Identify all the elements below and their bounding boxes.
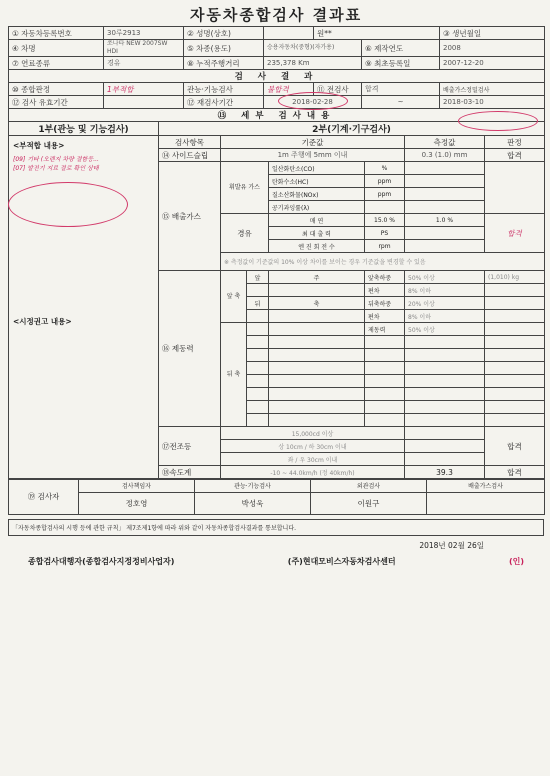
speed-std: -10 ~ 44.0km/h (정 40km/h)	[221, 466, 405, 479]
type-label: ⑤ 차종(용도)	[184, 40, 264, 57]
mileage-value: 235,378 Km	[264, 57, 362, 70]
col-item: 검사항목	[159, 136, 221, 149]
brake-row1-e: (1,010) kg	[485, 271, 545, 284]
emission-item: ⑮ 배출가스	[159, 162, 221, 271]
brake-row3-c: 뒤축하중	[365, 297, 405, 310]
inspector-name2: 박성욱	[195, 492, 311, 514]
brake-row1-d: 50% 이상	[405, 271, 485, 284]
headlight-r3: 좌 / 우 30cm 이내	[221, 453, 405, 466]
speed-meas: 39.3	[405, 466, 485, 479]
first-reg-label: ⑨ 최초등록일	[362, 57, 440, 70]
inspector-col2: 관능·기능검사	[195, 479, 311, 492]
brake-row3-d: 20% 이상	[405, 297, 485, 310]
plate-label: ① 자동차등록번호	[9, 27, 104, 40]
smoke-label: 매 연	[269, 214, 365, 227]
owner-label: ② 성명(상호)	[184, 27, 264, 40]
footer-seal: (인)	[508, 556, 524, 566]
sideslip-meas: 0.3 (1.0) mm	[405, 149, 485, 162]
headlight-item: ⑰전조등	[159, 427, 221, 466]
model-value: 쏘나타 NEW 2007SW HDI	[104, 40, 184, 57]
gas-row-nox-unit: ppm	[365, 188, 405, 201]
fuel-label: ⑦ 연료종류	[9, 57, 104, 70]
model-label: ④ 차명	[9, 40, 104, 57]
vehicle-info-table	[8, 26, 545, 122]
speed-item: ⑱속도계	[159, 466, 221, 479]
inspector-col3: 외관검사	[311, 479, 427, 492]
diesel-label: 경유	[221, 214, 269, 253]
mileage-label: ⑧ 누적주행거리	[184, 57, 264, 70]
power-label: 최 대 출 력	[269, 227, 365, 240]
headlight-judge: 합격	[485, 427, 545, 466]
brake-row4-d: 8% 이하	[405, 310, 485, 323]
inspector-col1: 검사책임자	[79, 479, 195, 492]
emission-value: 합격	[362, 83, 440, 96]
footer-date: 2018년 02월 26일	[419, 540, 484, 550]
part1-panel	[9, 136, 159, 479]
gas-row-lambda: 공기과잉률(λ)	[269, 201, 365, 214]
year-label: ⑥ 제작연도	[362, 40, 440, 57]
part2-heading: 2부(기계·기구검사)	[159, 122, 545, 136]
first-reg-value: 2007-12-20	[440, 57, 545, 70]
gas-row-co: 일산화탄소(CO)	[269, 162, 365, 175]
rpm-label: 엔 진 회 전 수	[269, 240, 365, 253]
type-value: 승용자동차(중형)(자가용)	[264, 40, 362, 57]
inspector-name3: 이원구	[311, 492, 427, 514]
inspector-table	[8, 479, 545, 515]
col-std: 기준값	[221, 136, 405, 149]
brake-row5-c: 제동력	[365, 323, 405, 336]
brake-row1-c: 앞축하중	[365, 271, 405, 284]
brake-group1: 앞 축	[221, 271, 247, 323]
smoke-std: 15.0 %	[365, 214, 405, 227]
results-heading: 검 사 결 과	[9, 70, 545, 83]
gas-row-co-unit: %	[365, 162, 405, 175]
part1-heading: 1부(관능 및 기능검사)	[9, 122, 159, 136]
brake-row4-c: 편차	[365, 310, 405, 323]
overall-value: 1부적합	[104, 83, 184, 96]
func-label: 관능·기능검사	[184, 83, 264, 96]
footer-agency: 종합검사대행자(종합검사지정정비사업자)	[28, 556, 175, 566]
advice-title: <시정권고 내용>	[13, 317, 72, 327]
brake-row2-d: 8% 이하	[405, 284, 485, 297]
brake-row1-b: 주	[269, 271, 365, 284]
brake-row1-a: 앞	[247, 271, 269, 284]
detail-table	[8, 121, 545, 479]
power-unit: PS	[365, 227, 405, 240]
nonconform-text1: [09] 기타 (오렌지 차량 결함등...	[13, 156, 99, 164]
gas-row-hc-unit: ppm	[365, 175, 405, 188]
headlight-r2: 상 10cm / 하 30cm 이내	[221, 440, 405, 453]
detail-heading: ⑬ 세부 검사내용	[9, 109, 545, 122]
recheck-label: ⑫ 재검사기간	[184, 96, 264, 109]
owner-name: 원**	[314, 27, 440, 40]
emission-sub: 배출가스정밀검사	[440, 83, 545, 96]
fuel-value: 경유	[104, 57, 184, 70]
brake-row2-c: 편차	[365, 284, 405, 297]
page-title: 자동차종합검사 결과표	[189, 6, 363, 24]
nonconform-title: <부적합 내용>	[13, 141, 65, 151]
owner-value	[264, 27, 314, 40]
nonconform-text2: [07] 발전기 지료 결로 확인 상태	[13, 165, 99, 173]
year-value: 2008	[440, 40, 545, 57]
speed-judge: 합격	[485, 466, 545, 479]
footer-center: (주)현대모비스자동차검사센터	[287, 556, 396, 566]
brake-group2: 뒤 축	[221, 323, 247, 427]
gas-row-hc: 탄화수소(HC)	[269, 175, 365, 188]
smoke-meas: 1.0 %	[405, 214, 485, 227]
gas-row-nox: 질소산화물(NOx)	[269, 188, 365, 201]
overall-label: ⑩ 종합판정	[9, 83, 104, 96]
sideslip-std: 1m 주행에 5mm 이내	[221, 149, 405, 162]
brake-row5-d: 50% 이상	[405, 323, 485, 336]
brake-row3-b: 축	[269, 297, 365, 310]
inspector-name4	[427, 492, 545, 514]
headlight-r1: 15,000cd 이상	[221, 427, 405, 440]
recheck-tilde: ~	[362, 96, 440, 109]
sideslip-judge: 합격	[485, 149, 545, 162]
gas-label: 휘발유 가스	[221, 162, 269, 214]
inspector-label: ⑲ 검사자	[9, 479, 79, 514]
col-judge: 판정	[485, 136, 545, 149]
smoke-judge: 합격	[485, 214, 545, 253]
col-meas: 측정값	[405, 136, 485, 149]
plate-value: 30루2913	[104, 27, 184, 40]
recheck-from: 2018-02-28	[264, 96, 362, 109]
valid-label: ⑫ 검사 유효기간	[9, 96, 104, 109]
rpm-unit: rpm	[365, 240, 405, 253]
inspection-report	[8, 4, 544, 774]
func-value: 불합격	[264, 83, 314, 96]
emission-label: ⑪ 전검사	[314, 83, 362, 96]
brake-item: ⑯ 제동력	[159, 271, 221, 427]
brake-row3-a: 뒤	[247, 297, 269, 310]
inspector-name1: 정호영	[79, 492, 195, 514]
footer-notice: 「자동차종합검사의 시행 등에 관한 규칙」 제7조제1항에 따라 위와 같이 자동차종합검사결과를 통보합니다.	[8, 519, 544, 536]
sideslip-item: ⑭ 사이드슬립	[159, 149, 221, 162]
inspector-col4: 배출가스검사	[427, 479, 545, 492]
recheck-to: 2018-03-10	[440, 96, 545, 109]
emission-note: ※ 측정값이 기준값의 10% 이상 차이를 보이는 경우 기준값을 변경할 수 있음	[221, 253, 545, 271]
birth-label: ③ 생년월일	[440, 27, 545, 40]
